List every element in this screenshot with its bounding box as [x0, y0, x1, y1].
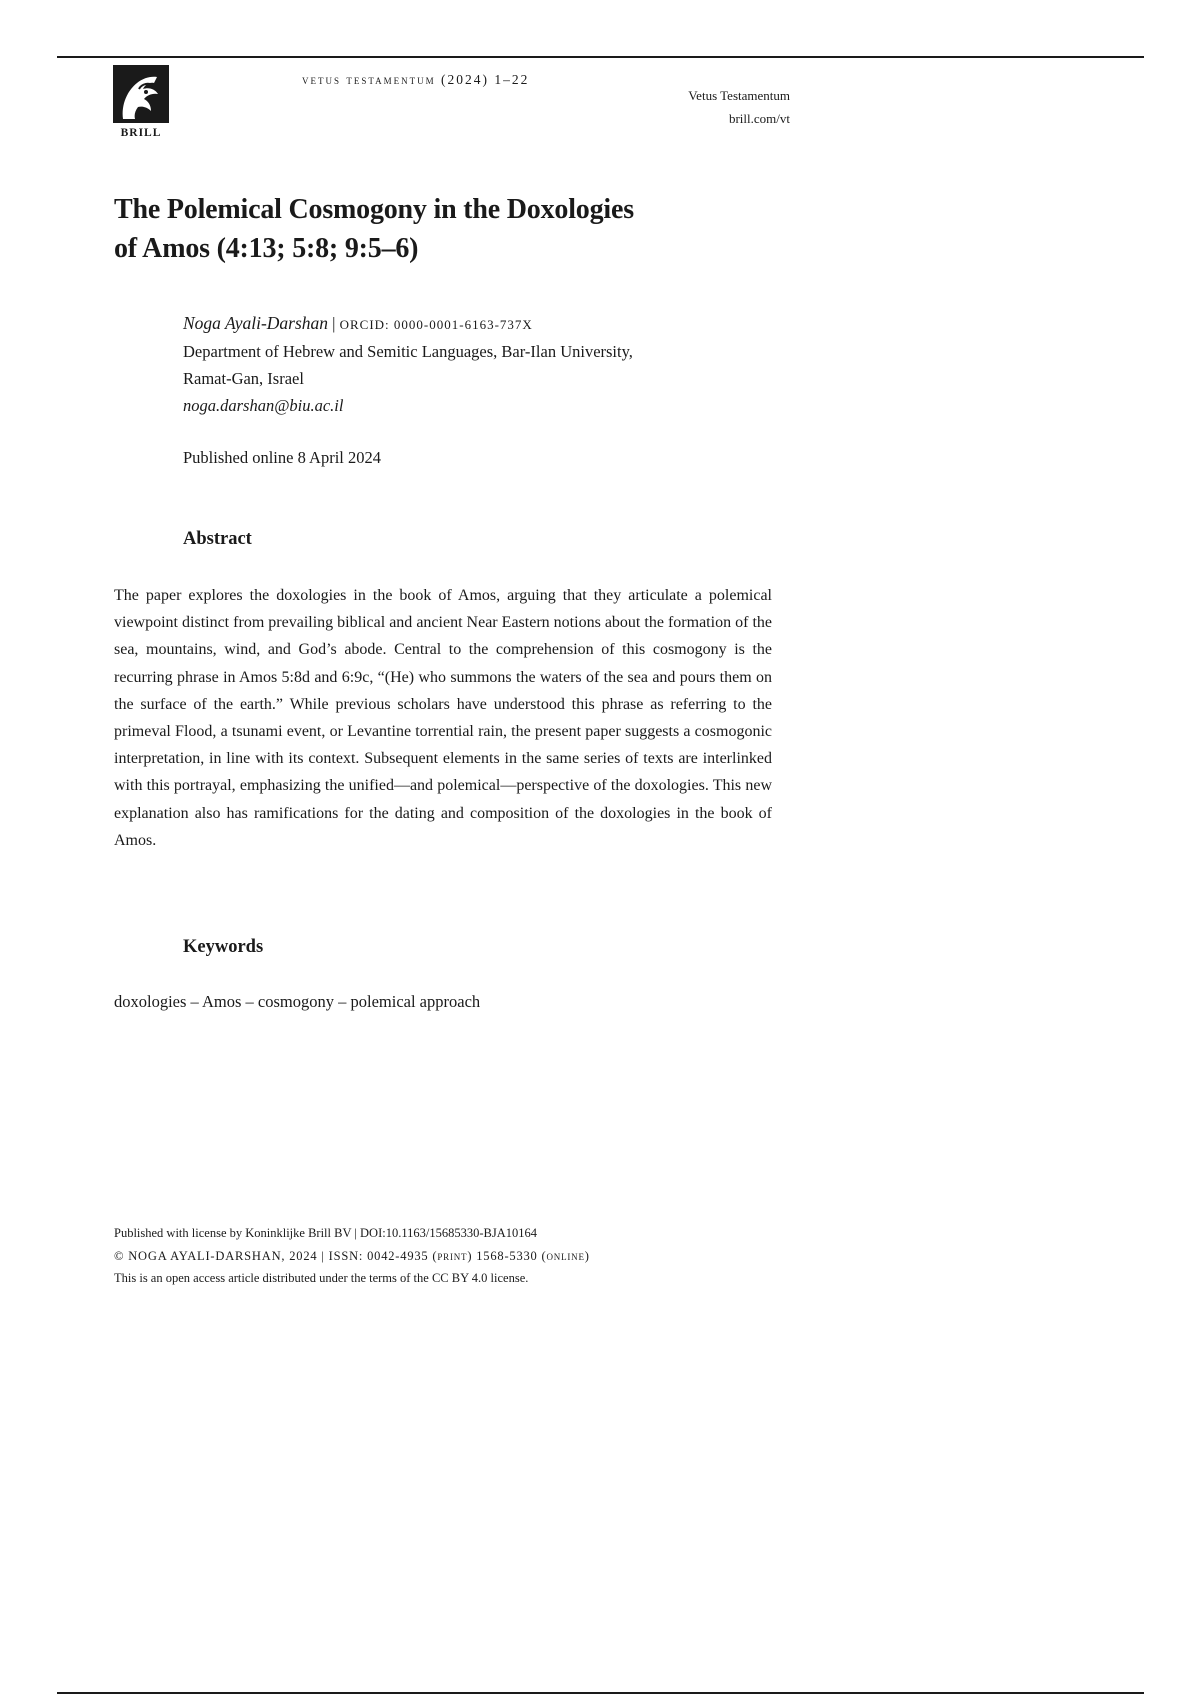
footer-license-doi: Published with license by Koninklijke Brill BV | DOI:10.1163/15685330-BJA10164 — [114, 1226, 537, 1240]
top-rule — [57, 56, 1144, 58]
author-block — [183, 310, 823, 419]
publisher-logo — [113, 65, 169, 139]
bottom-rule — [57, 1692, 1144, 1694]
journal-name: Vetus Testamentum — [688, 88, 790, 103]
journal-url[interactable]: brill.com/vt — [728, 111, 790, 126]
article-title-line-1: The Polemical Cosmogony in the Doxologies — [114, 194, 634, 225]
affiliation-line-1: Department of Hebrew and Semitic Languages, Bar-Ilan University, — [183, 342, 633, 361]
article-title — [114, 190, 754, 268]
publisher-name: BRILL — [120, 127, 162, 139]
footer-copyright-issn: © NOGA AYALI-DARSHAN, 2024 | ISSN: 0042-4935 (print) 1568-5330 (online) — [114, 1248, 590, 1263]
footer-open-access: This is an open access article distributed under the terms of the CC BY 4.0 license. — [114, 1271, 529, 1285]
orcid-link[interactable]: ORCID: 0000-0001-6163-737X — [339, 317, 533, 332]
published-date: Published online 8 April 2024 — [183, 448, 381, 467]
keywords-heading: Keywords — [183, 937, 264, 957]
author-line — [183, 310, 823, 338]
keywords-list: doxologies – Amos – cosmogony – polemical approach — [114, 992, 481, 1011]
author-email[interactable]: noga.darshan@biu.ac.il — [183, 396, 344, 415]
running-head: vetus testamentum (2024) 1–22 — [302, 72, 530, 87]
author-separator: | — [332, 314, 336, 333]
brill-logo-icon — [113, 65, 169, 123]
article-title-line-2: of Amos (4:13; 5:8; 9:5–6) — [114, 233, 419, 264]
license-footer — [114, 1222, 814, 1290]
abstract-heading: Abstract — [183, 529, 252, 549]
affiliation-line-2: Ramat-Gan, Israel — [183, 369, 304, 388]
author-name: Noga Ayali-Darshan — [183, 313, 329, 333]
abstract-text: The paper explores the doxologies in the book of Amos, arguing that they articulate a polemical viewpoint distinct from prevailing biblical and ancient Near Eastern notions about the formation of the sea, mountains, wind, and God’s abode. Central to the comprehension of this cosmogony is the recurring phrase in Amos 5:8d and 6:9c, “(He) who summons the waters of the sea and pours them on the surface of the earth.” While previous scholars have understood this phrase as referring to the primeval Flood, a tsunami event, or Levantine torrential rain, the present paper suggests a cosmogonic interpretation, in line with its context. Subsequent elements in the same series of texts are interlinked with this portrayal, emphasizing the unified—and polemical—perspective of the doxologies. This new explanation also has ramifications for the dating and composition of the doxologies in the book of Amos. — [114, 587, 772, 849]
journal-info — [660, 88, 790, 126]
